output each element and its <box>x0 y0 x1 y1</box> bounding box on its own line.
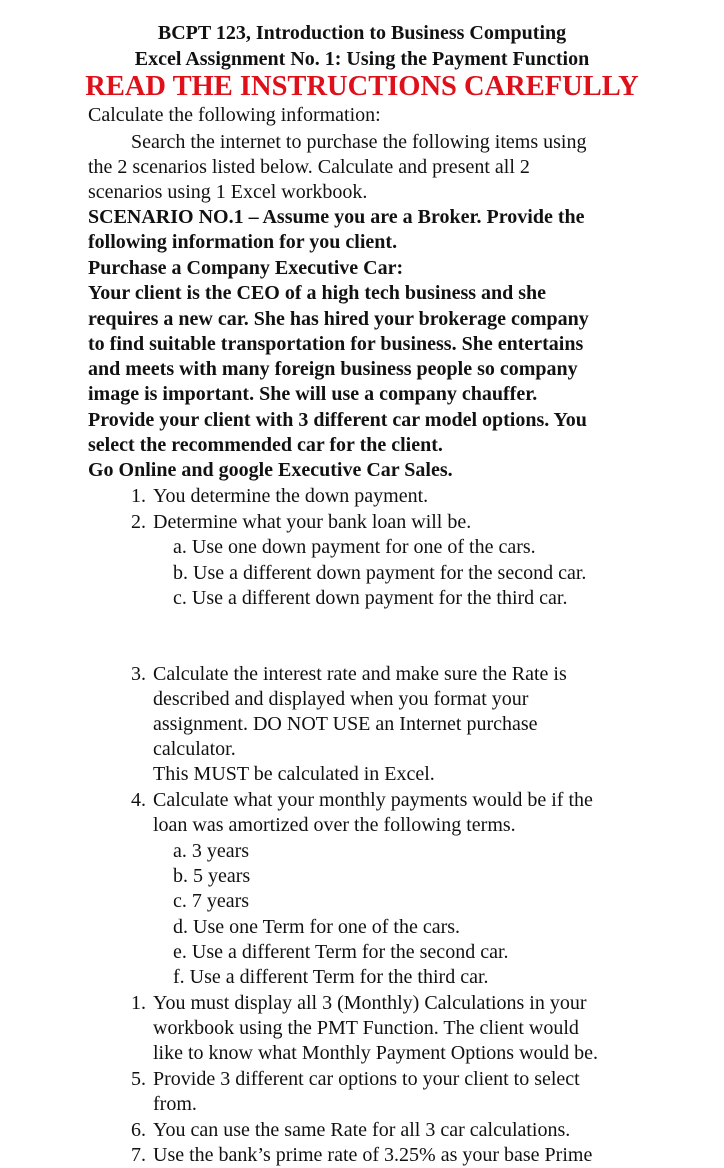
list-number: 7. <box>131 1144 146 1166</box>
list-item-line: assignment. DO NOT USE an Internet purchase <box>153 713 538 735</box>
list-item: Provide 3 different car options to your client to select <box>153 1068 580 1090</box>
list-item: Use the bank’s prime rate of 3.25% as your base Prime <box>153 1144 593 1166</box>
sub-list-item: d. Use one Term for one of the cars. <box>173 916 461 938</box>
list-number: 2. <box>131 511 146 533</box>
list-item: Calculate the interest rate and make sure the Rate is <box>153 663 567 685</box>
scenario-line: requires a new car. She has hired your brokerage company <box>88 308 589 330</box>
list-item: Calculate what your monthly payments would be if the <box>153 789 593 811</box>
assignment-title: Excel Assignment No. 1: Using the Payment Function <box>134 48 590 70</box>
list-number: 1. <box>131 485 146 507</box>
scenario-line: following information for you client. <box>88 231 398 253</box>
intro-line: Search the internet to purchase the following items using <box>131 131 587 153</box>
scenario-subheading: Purchase a Company Executive Car: <box>88 257 404 279</box>
scenario-line: Go Online and google Executive Car Sales. <box>88 459 453 481</box>
scenario-line: to find suitable transportation for business. She entertains <box>88 333 584 355</box>
sub-list-item: b. Use a different down payment for the second car. <box>173 562 587 584</box>
intro-line: the 2 scenarios listed below. Calculate and present all 2 <box>88 156 530 178</box>
sub-list-item: a. Use one down payment for one of the cars. <box>173 536 536 558</box>
intro-line: scenarios using 1 Excel workbook. <box>88 181 368 203</box>
list-item: You determine the down payment. <box>153 485 429 507</box>
list-number: 4. <box>131 789 146 811</box>
sub-list-item: f. Use a different Term for the third car. <box>173 966 489 988</box>
sub-list-item: c. 7 years <box>173 890 250 912</box>
scenario-line: select the recommended car for the client. <box>88 434 443 456</box>
list-item-line: from. <box>153 1093 197 1115</box>
intro-line: Calculate the following information: <box>88 104 381 126</box>
course-title: BCPT 123, Introduction to Business Computing <box>157 22 567 44</box>
sub-list-item: a. 3 years <box>173 840 250 862</box>
list-item: You must display all 3 (Monthly) Calculations in your <box>153 992 587 1014</box>
list-item-line: like to know what Monthly Payment Options would be. <box>153 1042 598 1064</box>
list-item-line: workbook using the PMT Function. The client would <box>153 1017 579 1039</box>
sub-list-item: b. 5 years <box>173 865 251 887</box>
list-number: 1. <box>131 992 146 1014</box>
sub-list-item: c. Use a different down payment for the third car. <box>173 587 568 609</box>
scenario-line: image is important. She will use a company chauffer. <box>88 383 538 405</box>
list-number: 6. <box>131 1119 146 1141</box>
list-item-line: calculator. <box>153 738 236 760</box>
list-number: 3. <box>131 663 146 685</box>
list-number: 5. <box>131 1068 146 1090</box>
list-item: You can use the same Rate for all 3 car calculations. <box>153 1119 571 1141</box>
scenario-heading: SCENARIO NO.1 – Assume you are a Broker. Provide the <box>88 206 585 228</box>
warning-heading: READ THE INSTRUCTIONS CAREFULLY <box>85 71 639 102</box>
scenario-line: Your client is the CEO of a high tech business and she <box>88 282 547 304</box>
list-item-line: loan was amortized over the following terms. <box>153 814 516 836</box>
scenario-line: Provide your client with 3 different car model options. You <box>88 409 587 431</box>
sub-list-item: e. Use a different Term for the second car. <box>173 941 509 963</box>
list-item-line: described and displayed when you format your <box>153 688 529 710</box>
list-item-line: This MUST be calculated in Excel. <box>153 763 435 785</box>
scenario-line: and meets with many foreign business people so company <box>88 358 578 380</box>
list-item: Determine what your bank loan will be. <box>153 511 472 533</box>
